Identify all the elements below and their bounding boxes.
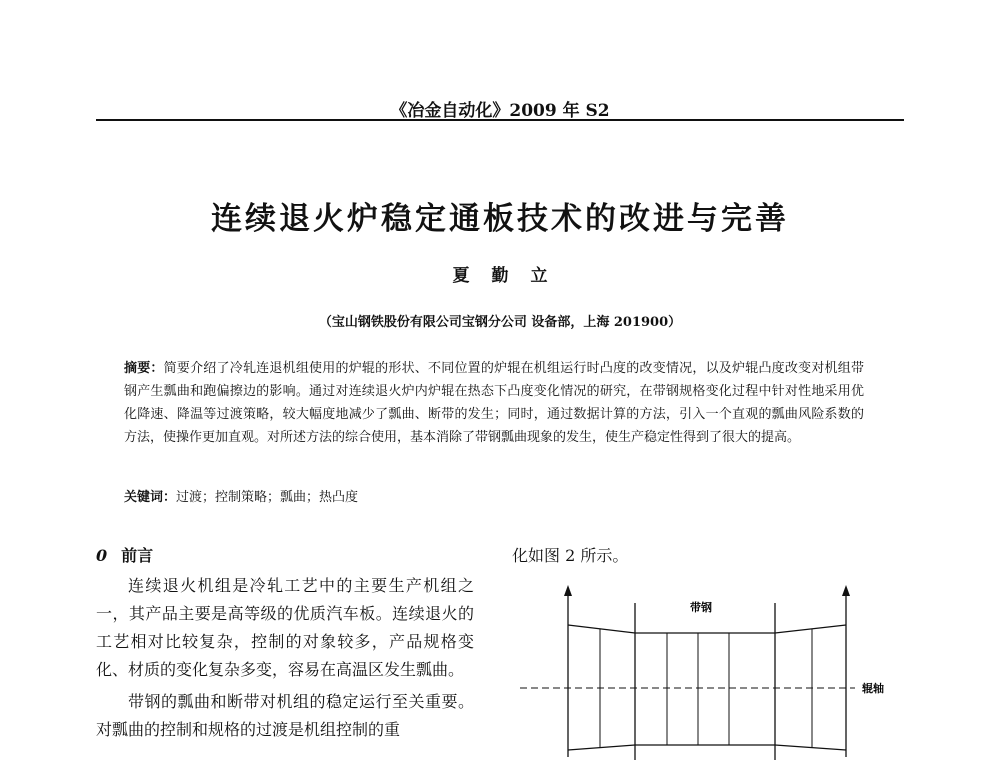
- strip-label: 带钢: [690, 601, 712, 614]
- header-rule: [96, 119, 904, 121]
- paragraph: 带钢的瓢曲和断带对机组的稳定运行至关重要。对瓢曲的控制和规格的过渡是机组控制的重: [96, 692, 474, 739]
- abstract-text: 简要介绍了冷轧连退机组使用的炉辊的形状、不同位置的炉辊在机组运行时凸度的改变情况，以及炉辊凸度改变对机组带钢产生瓢曲和跑偏擦边的影响。通过对连续退火炉内炉辊在热态下凸度变化情况的研究，在带钢规格变化过程中针对性地采用优化降速、降温等过渡策略，较大幅度地减少了瓢曲、断带的发生；同时，通过数据计算的方法，引入一个直观的瓢曲风险系数的方法，使操作更加直观。对所述方法的综合使用，基本消除了带钢瓢曲现象的发生，使生产稳定性得到了很大的提高。: [124, 361, 864, 445]
- strip-top-edge: [568, 625, 846, 633]
- right-column-text: 化如图 2 所示。: [512, 546, 629, 565]
- section-title: 前言: [121, 546, 154, 565]
- affiliation: （宝山钢铁股份有限公司宝钢分公司 设备部，上海 201900）: [318, 315, 682, 330]
- keywords-label: 关键词：: [124, 490, 177, 505]
- author: 夏勤立: [452, 266, 570, 286]
- keywords-text: 过渡；控制策略；瓢曲；热凸度: [176, 490, 359, 505]
- left-arrowhead-icon: [564, 585, 572, 596]
- paper-title: 连续退火炉稳定通板技术的改进与完善: [211, 201, 789, 237]
- paragraph: 连续退火机组是冷轧工艺中的主要生产机组之一，其产品主要是高等级的优质汽车板。连续退火的工艺相对比较复杂，控制的对象较多，产品规格变化、材质的变化复杂多变，容易在高温区发生瓢曲。: [96, 576, 474, 679]
- abstract: [124, 357, 864, 449]
- axis-label: 辊轴: [862, 682, 884, 695]
- journal-header: 《冶金自动化》2009 年 S2: [390, 101, 610, 121]
- section-heading: [96, 543, 153, 566]
- right-arrowhead-icon: [842, 585, 850, 596]
- section-number: 0: [96, 546, 108, 565]
- left-column: [96, 572, 474, 748]
- abstract-label: 摘要：: [124, 361, 164, 376]
- strip-bottom-edge: [568, 745, 846, 750]
- roll-crown-figure: [505, 575, 905, 760]
- keywords: [124, 486, 864, 505]
